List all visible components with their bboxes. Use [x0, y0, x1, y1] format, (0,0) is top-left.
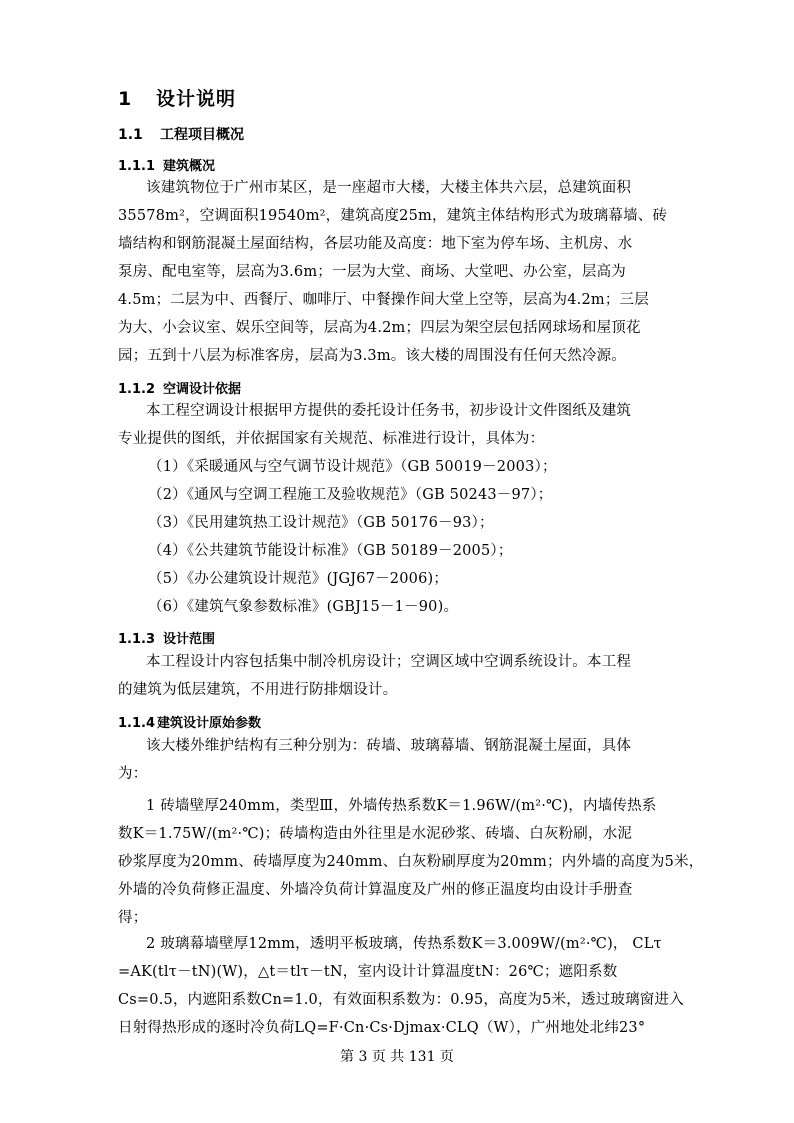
paragraph-line: 数K＝1.75W/(m²·℃)；砖墙构造由外往里是水泥砂浆、砖墙、白灰粉刷，水泥 [118, 826, 633, 842]
subsection-number: 1.1.2 [118, 382, 156, 397]
reference-item: （6）《建筑气象参数标准》(GBJ15－1－90)。 [148, 599, 459, 615]
paragraph-line: 4.5m；二层为中、西餐厅、咖啡厅、中餐操作间大堂上空等，层高为4.2m；三层 [118, 292, 649, 308]
paragraph-line: 墙结构和钢筋混凝土屋面结构，各层功能及高度：地下室为停车场、主机房、水 [118, 236, 633, 252]
reference-item: （5）《办公建筑设计规范》(JGJ67－2006)； [148, 571, 449, 587]
paragraph-line: 为： [118, 766, 148, 782]
section-title: 工程项目概况 [160, 127, 244, 143]
chapter-heading [118, 84, 236, 111]
section-number: 1.1 [118, 127, 143, 143]
chapter-number: 1 [118, 88, 133, 110]
paragraph-line: 泵房、配电室等，层高为3.6m；一层为大堂、商场、大堂吧、办公室，层高为 [118, 264, 627, 280]
paragraph-line: 园；五到十八层为标准客房，层高为3.3m。该大楼的周围没有任何天然冷源。 [118, 348, 627, 364]
reference-item: （2）《通风与空调工程施工及验收规范》（GB 50243－97）； [148, 487, 553, 503]
paragraph-line: 的建筑为低层建筑，不用进行防排烟设计。 [118, 682, 398, 698]
subsection-title: 建筑设计原始参数 [157, 716, 262, 731]
paragraph-line: 2 玻璃幕墙壁厚12mm，透明平板玻璃，传热系数K＝3.009W/(m²·℃)， CLτ [146, 936, 662, 952]
paragraph-line: 专业提供的图纸，并依据国家有关规范、标准进行设计，具体为： [118, 431, 545, 447]
paragraph-line: 1 砖墙壁厚240mm，类型Ⅲ，外墙传热系数K＝1.96W/(m²·℃)，内墙传热系 [146, 798, 657, 814]
subsection-number: 1.1.1 [118, 159, 156, 174]
paragraph-line: 砂浆厚度为20mm、砖墙厚度为240mm、白灰粉刷厚度为20mm；内外墙的高度为5米， [118, 854, 704, 870]
subsection-heading-1-1-1 [118, 155, 215, 174]
subsection-title: 建筑概况 [163, 159, 216, 174]
subsection-title: 空调设计依据 [163, 382, 242, 397]
paragraph-line: 35578m²，空调面积19540m²，建筑高度25m，建筑主体结构形式为玻璃幕墙、砖 [118, 208, 668, 224]
subsection-heading-1-1-3 [118, 628, 215, 647]
subsection-number: 1.1.3 [118, 632, 156, 647]
paragraph-line: =AK(tlτ－tN)(W)，△t＝tlτ－tN，室内设计计算温度tN：26℃；遮阳系数 [118, 964, 618, 980]
paragraph-line: 外墙的冷负荷修正温度、外墙冷负荷计算温度及广州的修正温度均由设计手册查 [118, 882, 633, 898]
paragraph-line: 该建筑物位于广州市某区，是一座超市大楼，大楼主体共六层，总建筑面积 [146, 180, 632, 196]
paragraph-line: 本工程空调设计根据甲方提供的委托设计任务书，初步设计文件图纸及建筑 [146, 403, 632, 419]
subsection-number: 1.1.4 [118, 716, 156, 731]
paragraph-line: 本工程设计内容包括集中制冷机房设计；空调区域中空调系统设计。本工程 [146, 654, 632, 670]
subsection-title: 设计范围 [163, 632, 216, 647]
reference-item: （1）《采暖通风与空气调节设计规范》（GB 50019－2003）； [148, 459, 557, 475]
subsection-heading-1-1-4 [118, 712, 261, 731]
paragraph-line: 日射得热形成的逐时冷负荷LQ=F·Cn·Cs·Djmax·CLQ（W），广州地处北纬23° [118, 1020, 646, 1036]
section-heading [118, 124, 244, 144]
chapter-title: 设计说明 [156, 88, 237, 110]
subsection-heading-1-1-2 [118, 378, 241, 397]
reference-item: （4）《公共建筑节能设计标准》（GB 50189－2005）； [148, 543, 513, 559]
page-footer: 第 3 页 共 131 页 [340, 1049, 454, 1065]
paragraph-line: 该大楼外维护结构有三种分别为：砖墙、玻璃幕墙、钢筋混凝土屋面，具体 [146, 738, 632, 754]
paragraph-line: 为大、小会议室、娱乐空间等，层高为4.2m；四层为架空层包括网球场和屋顶花 [118, 320, 641, 336]
paragraph-line: Cs=0.5，内遮阳系数Cn=1.0，有效面积系数为：0.95，高度为5米，透过玻璃窗进入 [118, 992, 684, 1008]
paragraph-line: 得； [118, 910, 148, 926]
reference-item: （3）《民用建筑热工设计规范》（GB 50176－93）； [148, 515, 494, 531]
